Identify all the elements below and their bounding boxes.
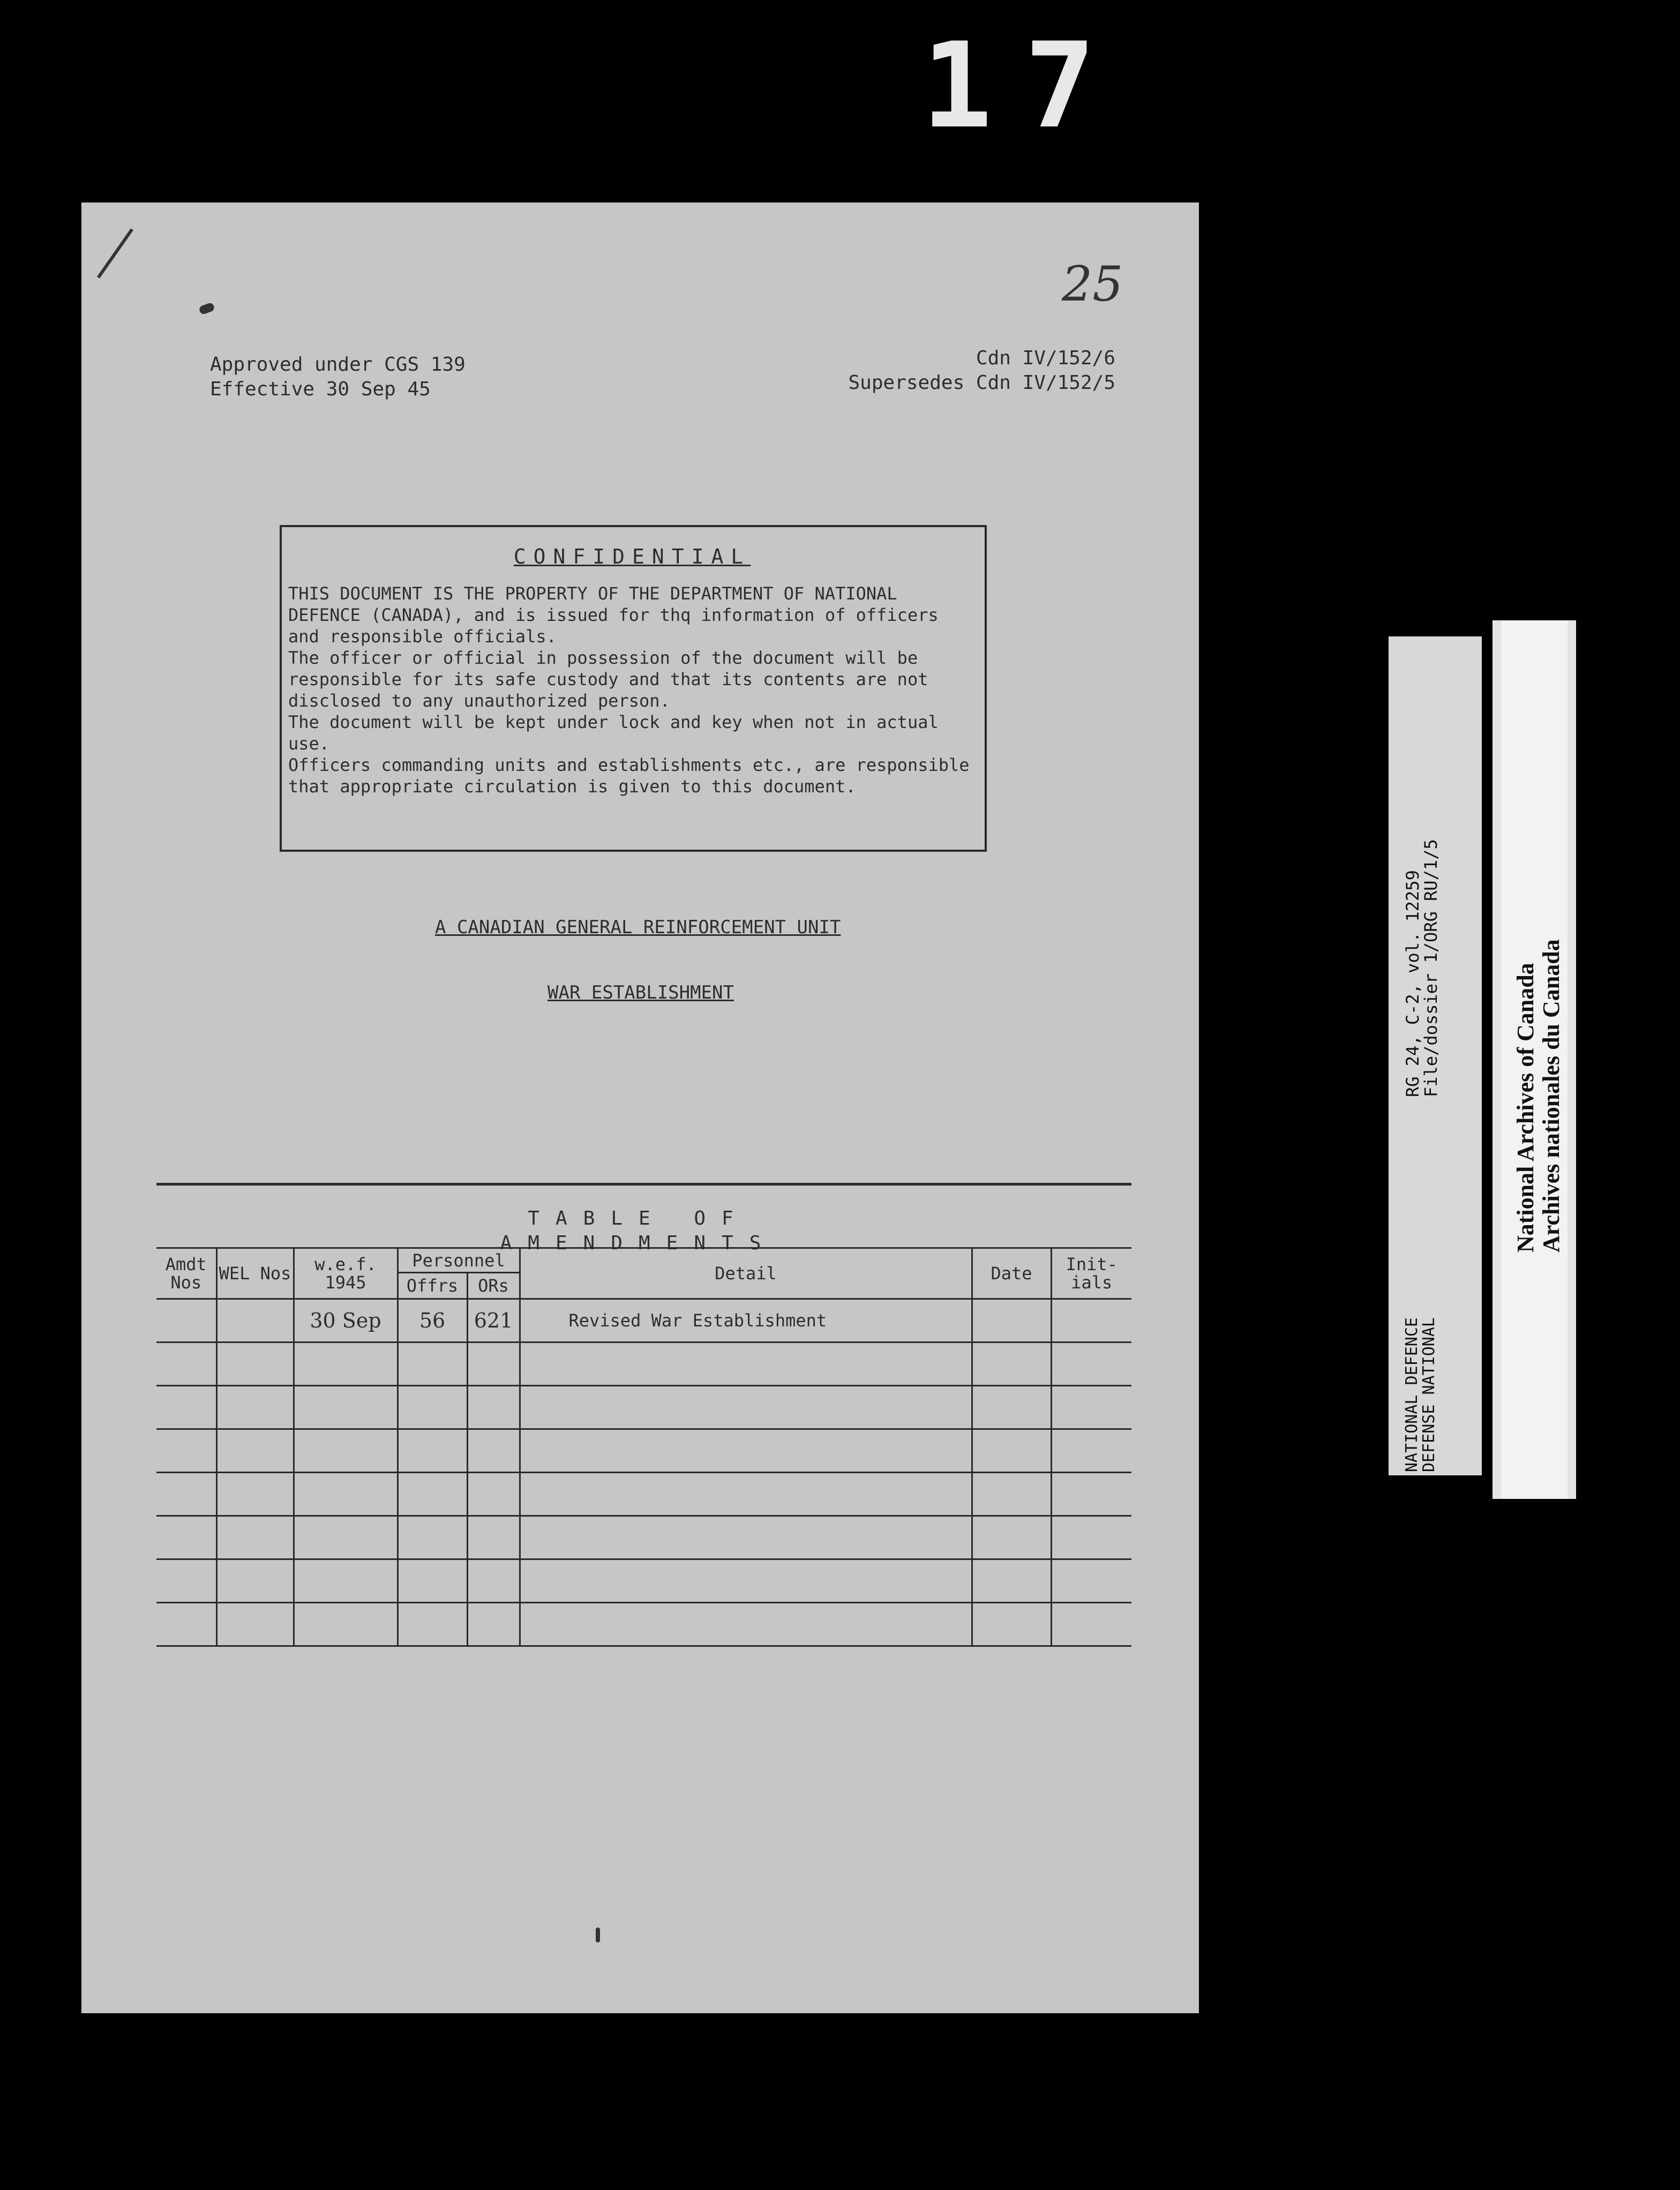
frame-number: 17 <box>921 17 1128 154</box>
table-row <box>156 1299 1131 1342</box>
ink-blot <box>198 302 215 316</box>
effective-line: Effective 30 Sep 45 <box>210 378 431 400</box>
col-ors: ORs <box>467 1273 520 1299</box>
amendments-heading: TABLE OF AMENDMENTS <box>500 1208 777 1254</box>
cell-initials <box>1051 1299 1131 1342</box>
table-row <box>156 1429 1131 1473</box>
notice-paragraph: THIS DOCUMENT IS THE PROPERTY OF THE DEPARTMENT OF NATIONAL DEFENCE (CANADA), and is issued for thq information of officers and responsible officials. <box>288 583 939 647</box>
reference-text <box>1404 839 1440 1097</box>
cell-offrs: 56 <box>398 1299 467 1342</box>
archives-name-fr: Archives nationales du Canada <box>1538 939 1564 1252</box>
archive-ref-file: File/dossier 1/ORG RU/1/5 <box>1421 839 1441 1097</box>
col-offrs: Offrs <box>398 1273 467 1299</box>
confidential-notice <box>280 525 987 852</box>
archives-text <box>1513 939 1564 1252</box>
col-personnel: Personnel <box>398 1248 520 1273</box>
establishment-subtitle: WAR ESTABLISHMENT <box>548 982 734 1003</box>
cell-wef: 30 Sep <box>294 1299 398 1342</box>
amendments-table <box>156 1247 1131 1647</box>
notice-paragraph: The officer or official in possession of the document will be responsible for its safe custody and that its contents are not disclosed to any unauthorized person. <box>288 648 928 711</box>
unit-title: A CANADIAN GENERAL REINFORCEMENT UNIT <box>435 917 841 938</box>
cell-ors: 621 <box>467 1299 520 1342</box>
confidential-title: CONFIDENTIAL <box>513 545 751 568</box>
notice-paragraph: Officers commanding units and establishments etc., are responsible that appropriate circulation is given to this document. <box>288 755 970 797</box>
table-row <box>156 1559 1131 1603</box>
department-text <box>1404 1317 1438 1472</box>
supersedes-line: Supersedes Cdn IV/152/5 <box>848 372 1115 394</box>
handwritten-number: 25 <box>1062 256 1123 312</box>
cell-date <box>972 1299 1051 1342</box>
reference-line: Cdn IV/152/6 <box>976 347 1115 369</box>
table-row <box>156 1342 1131 1386</box>
archives-name-en: National Archives of Canada <box>1512 963 1539 1252</box>
col-date: Date <box>972 1248 1051 1299</box>
approved-line: Approved under CGS 139 <box>210 354 466 376</box>
table-row <box>156 1516 1131 1559</box>
reference-block <box>778 346 1115 395</box>
pen-mark <box>97 228 133 279</box>
cell-amdt <box>156 1299 216 1342</box>
department-fr: DEFENSE NATIONAL <box>1420 1317 1438 1472</box>
table-row <box>156 1603 1131 1646</box>
notice-paragraph: The document will be kept under lock and key when not in actual use. <box>288 712 939 754</box>
col-wef: w.e.f. 1945 <box>294 1248 398 1299</box>
archive-ref-volume: RG 24, C-2, vol. 12259 <box>1402 870 1423 1097</box>
col-amdt-nos: Amdt Nos <box>156 1248 216 1299</box>
table-row <box>156 1386 1131 1429</box>
divider <box>156 1183 1131 1186</box>
approval-block <box>210 352 466 402</box>
ink-mark <box>596 1928 600 1942</box>
col-detail: Detail <box>520 1248 972 1299</box>
cell-wel <box>216 1299 294 1342</box>
archives-label <box>1492 620 1576 1499</box>
col-wel-nos: WEL Nos <box>216 1248 294 1299</box>
cell-detail: Revised War Establishment <box>520 1299 972 1342</box>
archive-reference-label <box>1389 636 1482 1475</box>
document-sheet <box>81 202 1199 2013</box>
table-row <box>156 1473 1131 1516</box>
department-en: NATIONAL DEFENCE <box>1402 1317 1421 1472</box>
col-initials: Init- ials <box>1051 1248 1131 1299</box>
